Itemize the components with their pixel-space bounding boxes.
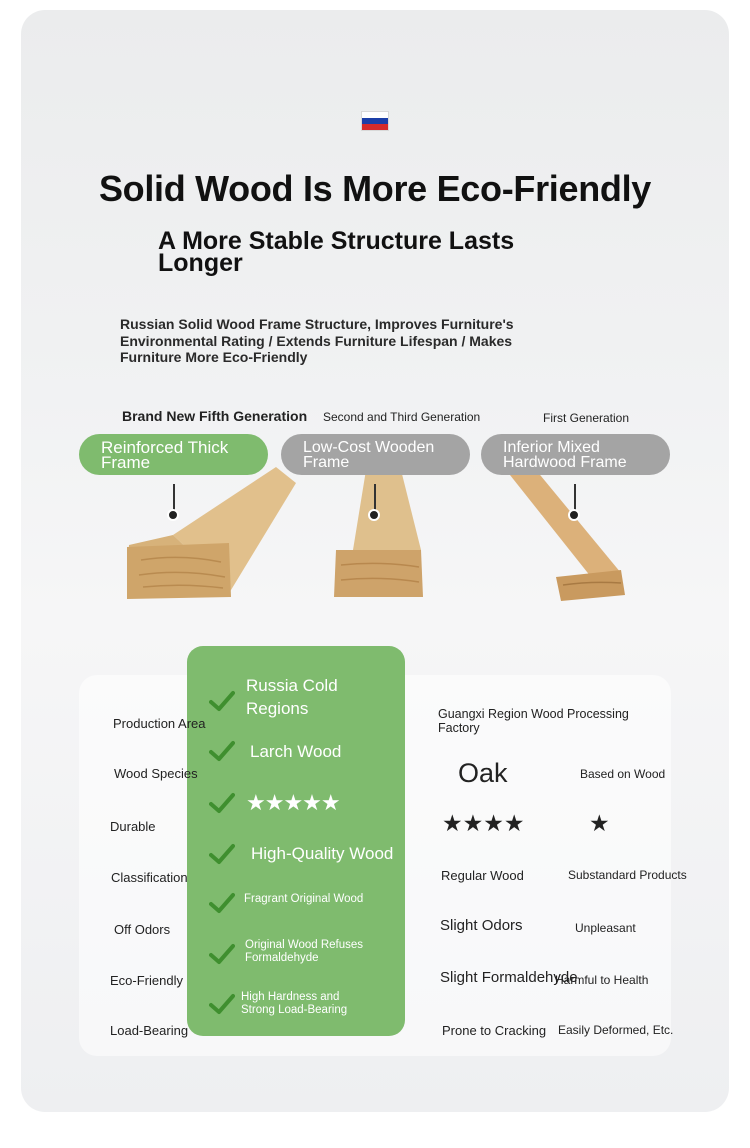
generation-label-first: Inferior Mixed Hardwood Frame — [481, 434, 670, 475]
our-value: High Hardness and Strong Load-Bearing — [241, 991, 348, 1016]
third-value: Harmful to Health — [555, 973, 649, 987]
second-value: Slight Formaldehyde — [440, 969, 578, 986]
generation-caption-first: First Generation — [543, 411, 630, 425]
our-value: Larch Wood — [250, 742, 342, 761]
generation-caption-second-third: Second and Third Generation — [323, 410, 481, 424]
check-icon — [209, 690, 235, 712]
second-value: Guangxi Region Wood Processing Factory — [438, 707, 629, 735]
second-value: Slight Odors — [440, 917, 523, 934]
our-value: Original Wood Refuses Formaldehyde — [245, 939, 364, 964]
third-rating-stars: ★ — [589, 810, 610, 836]
attribute-label: Durable — [110, 819, 156, 834]
second-value: Regular Wood — [441, 868, 524, 883]
pointer-dot — [167, 509, 179, 521]
pointer-dot — [568, 509, 580, 521]
attribute-label: Production Area — [113, 716, 206, 731]
russia-flag-icon — [361, 111, 389, 131]
generation-caption-fifth: Brand New Fifth Generation — [122, 408, 308, 424]
wood-plank-thick — [121, 465, 301, 605]
page-title: Solid Wood Is More Eco-Friendly — [98, 168, 652, 209]
attribute-label: Off Odors — [114, 922, 171, 937]
attribute-label: Wood Species — [114, 766, 198, 781]
our-value: Fragrant Original Wood — [244, 893, 364, 905]
third-value: Substandard Products — [568, 868, 687, 882]
page-description: Russian Solid Wood Frame Structure, Improves Furniture's Environmental Rating / Extends Furniture Lifespan / Makes Furniture More Eco-Friendly — [120, 316, 514, 365]
attribute-label: Eco-Friendly — [110, 973, 183, 988]
check-icon — [209, 740, 235, 762]
check-icon — [209, 993, 235, 1015]
check-icon — [209, 943, 235, 965]
check-icon — [209, 843, 235, 865]
third-value: Unpleasant — [575, 921, 636, 935]
generation-label-second-third: Low-Cost Wooden Frame — [281, 434, 470, 475]
our-value: Russia Cold Regions — [246, 676, 338, 718]
attribute-label: Load-Bearing — [110, 1023, 189, 1038]
check-icon — [209, 792, 235, 814]
our-rating-stars: ★★★★★ — [246, 790, 340, 815]
wood-plank-thin — [501, 465, 631, 605]
generation-label-fifth: Reinforced Thick Frame — [79, 434, 268, 475]
our-value: High-Quality Wood — [251, 844, 394, 863]
second-rating-stars: ★★★★ — [442, 810, 525, 836]
second-value: Prone to Cracking — [442, 1023, 547, 1038]
check-icon — [209, 892, 235, 914]
page-subtitle: A More Stable Structure Lasts Longer — [158, 227, 515, 277]
second-value: Oak — [458, 758, 508, 788]
product-comparison-card — [21, 10, 729, 1112]
attribute-label: Classification — [111, 870, 188, 885]
third-value: Based on Wood — [580, 767, 666, 781]
wood-plank-medium — [331, 465, 441, 605]
third-value: Easily Deformed, Etc. — [558, 1023, 674, 1037]
pointer-dot — [368, 509, 380, 521]
